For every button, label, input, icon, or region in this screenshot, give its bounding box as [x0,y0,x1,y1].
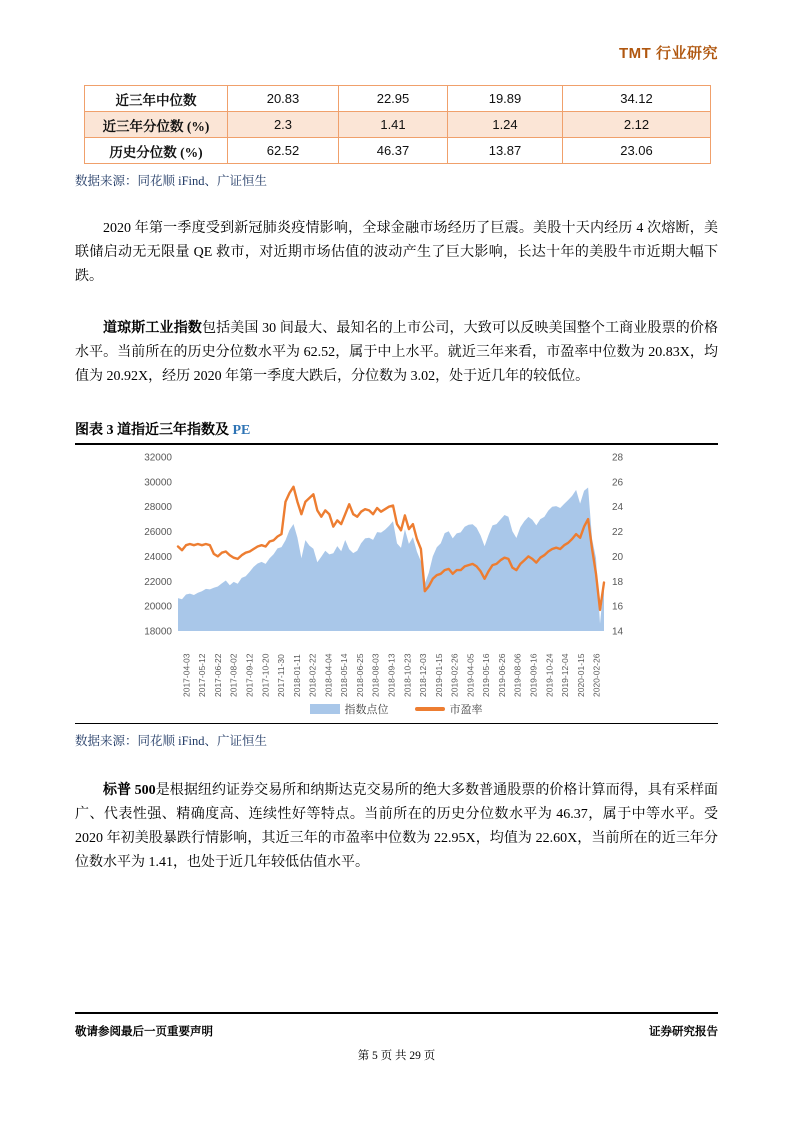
x-axis-tick-label: 2017-06-22 [212,653,223,697]
legend-item-pe [415,701,483,717]
x-axis-tick-label: 2017-10-20 [260,653,271,697]
paragraph-text: 包括美国 30 间最大、最知名的上市公司，大致可以反映美国整个工商业股票的价格水平。当前所在的历史分位数水平为 62.52，属于中上水平。就近三年来看，市盈率中位数为 20.83X，均值为 20.92X，经历 2020 年第一季度大跌后，分位数为 3.02，处于近几年的较低位。 [75,321,719,384]
table-row [85,138,711,164]
value-cell: 2.12 [563,112,711,138]
x-axis-tick-label: 2017-04-03 [181,653,192,697]
x-axis-tick-label: 2018-02-22 [307,653,318,697]
value-cell: 22.95 [339,86,448,112]
value-cell: 1.41 [339,112,448,138]
x-axis-tick-label: 2020-02-26 [591,653,602,697]
legend-label-pe: 市盈率 [449,704,483,716]
y-axis-tick-label: 18 [612,576,624,588]
y-axis-tick-label: 14 [612,626,624,638]
x-axis-tick-label: 2018-09-13 [386,653,397,697]
y-axis-tick-label: 18000 [144,626,172,638]
y-axis-tick-label: 22000 [144,576,172,588]
x-axis-tick-label: 2018-04-04 [323,653,334,697]
y-axis-tick-label: 30000 [144,477,172,489]
x-axis-tick-label: 2018-05-14 [339,653,350,697]
dow-jones-lead: 道琼斯工业指数 [103,321,202,336]
table-row [85,86,711,112]
table-source-note: 数据来源：同花顺 iFind、广证恒生 [75,174,268,188]
row-label-cell: 近三年中位数 [85,86,228,112]
paragraph-market-overview [75,217,718,289]
y-axis-tick-label: 26 [612,477,624,489]
figure-caption-text: 图表 3 道指近三年指数及 [75,423,233,438]
footer-report-type: 证券研究报告 [649,1026,718,1038]
x-axis-tick-label: 2018-10-23 [402,653,413,697]
value-cell: 62.52 [228,138,339,164]
x-axis-tick-label: 2018-12-03 [418,653,429,697]
x-axis-tick-label: 2020-01-15 [575,653,586,697]
value-cell: 13.87 [448,138,563,164]
line-swatch-icon [415,707,445,711]
y-axis-tick-label: 28000 [144,502,172,514]
paragraph-text: 是根据纽约证券交易所和纳斯达克交易所的绝大多数普通股票的价格计算而得，具有采样面广、代表性强、精确度高、连续性好等特点。当前所在的历史分位数水平为 46.37，属于中等水平。受 2020 年初美股暴跌行情影响，其近三年的市盈率中位数为 22.95X，均值为 22.60X，当前所在的近三年分位数水平为 1.41，也处于近几年较低估值水平。 [75,783,719,870]
x-axis-tick-label: 2017-08-02 [228,653,239,697]
x-axis-tick-label: 2019-05-16 [481,653,492,697]
x-axis-tick-label: 2019-12-04 [560,653,571,697]
y-axis-tick-label: 28 [612,452,624,464]
value-cell: 19.89 [448,86,563,112]
figure-source-note: 数据来源：同花顺 iFind、广证恒生 [75,734,268,748]
y-axis-tick-label: 20 [612,551,624,563]
y-axis-tick-label: 24000 [144,551,172,563]
figure-caption [75,419,718,439]
row-label-cell: 近三年分位数 (%) [85,112,228,138]
value-cell: 20.83 [228,86,339,112]
x-axis-tick-label: 2019-06-26 [496,653,507,697]
table-row [85,112,711,138]
area-swatch-icon [310,704,340,714]
x-axis-tick-label: 2019-02-26 [449,653,460,697]
row-label-cell: 历史分位数 (%) [85,138,228,164]
footer-disclaimer: 敬请参阅最后一页重要声明 [75,1026,213,1038]
footer-page-number: 第 5 页 共 29 页 [357,1050,436,1062]
value-cell: 2.3 [228,112,339,138]
figure-top-rule [75,443,718,445]
paragraph-sp500 [75,779,718,875]
x-axis-tick-label: 2017-11-30 [276,654,287,697]
x-axis-tick-label: 2017-09-12 [244,653,255,697]
legend-label-index: 指数点位 [344,704,389,716]
value-cell: 1.24 [448,112,563,138]
dow-pe-chart [136,451,718,717]
x-axis-tick-label: 2018-06-25 [354,653,365,697]
value-cell: 34.12 [563,86,711,112]
value-cell: 46.37 [339,138,448,164]
x-axis-tick-label: 2018-08-03 [370,653,381,697]
x-axis-tick-label: 2019-04-05 [465,653,476,697]
y-axis-tick-label: 26000 [144,527,172,539]
report-header-brand: TMT 行业研究 [619,45,718,62]
y-axis-tick-label: 20000 [144,601,172,613]
x-axis-tick-label: 2017-05-12 [197,653,208,697]
y-axis-tick-label: 22 [612,527,624,539]
figure-caption-pe: PE [232,423,251,438]
value-cell: 23.06 [563,138,711,164]
valuation-table [84,85,711,164]
x-axis-tick-label: 2019-10-24 [544,653,555,697]
paragraph-text: 2020 年第一季度受到新冠肺炎疫情影响，全球金融市场经历了巨震。美股十天内经历 4 次熔断，美联储启动无无限量 QE 救市，对近期市场估值的波动产生了巨大影响，长达十年的美股牛市近期大幅下跌。 [75,221,718,284]
y-axis-tick-label: 24 [612,502,624,514]
x-axis-tick-label: 2019-01-15 [433,653,444,697]
y-axis-tick-label: 16 [612,601,624,613]
figure-bottom-rule [75,723,718,724]
y-axis-tick-label: 32000 [144,452,172,464]
sp500-lead: 标普 500 [103,783,156,798]
x-axis-tick-label: 2019-09-16 [528,653,539,697]
chart-canvas [136,451,656,701]
legend-item-index [310,701,389,717]
paragraph-dow-jones [75,317,718,389]
footer-rule [75,1012,718,1014]
chart-legend [136,701,656,717]
x-axis-tick-label: 2019-08-06 [512,653,523,697]
page-footer [75,1012,718,1063]
x-axis-tick-label: 2018-01-11 [291,654,302,697]
